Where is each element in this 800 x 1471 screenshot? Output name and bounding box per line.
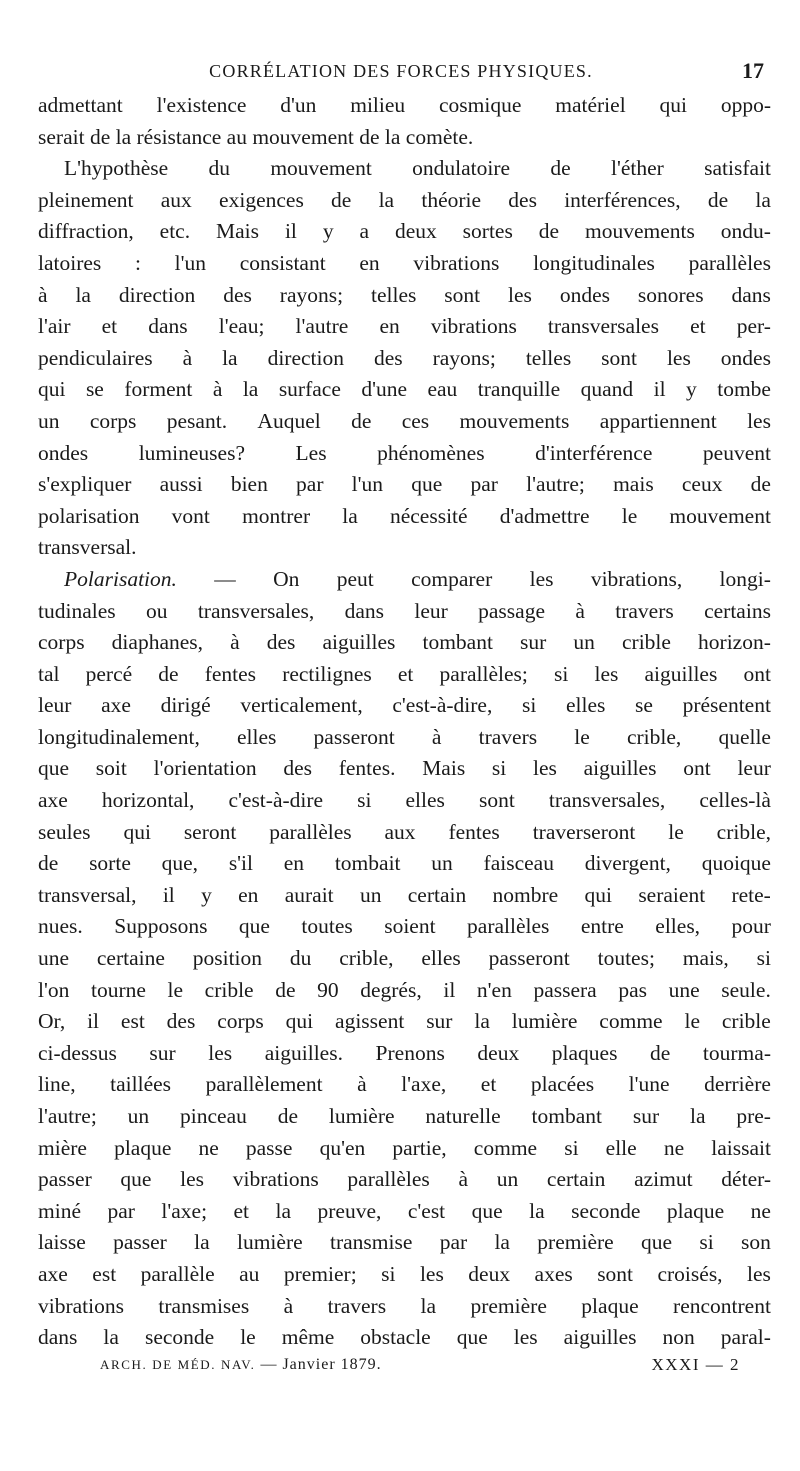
text-line: axe est parallèle au premier; si les deux axes sont croisés, les	[38, 1261, 771, 1286]
signature-mark: XXXI — 2	[651, 1355, 740, 1374]
text-line: l'autre; un pinceau de lumière naturelle tombant sur la pre-	[38, 1104, 771, 1128]
text-line: vibrations transmises à travers la première plaque rencontrent	[38, 1293, 771, 1318]
text-line: seules qui seront parallèles aux fentes traverseront le crible,	[38, 819, 771, 844]
text-line: une certaine position du crible, elles passeront toutes; mais, si	[38, 946, 771, 971]
running-head	[36, 56, 766, 86]
text-line: pendiculaires à la direction des rayons; telles sont les ondes	[38, 345, 771, 370]
text-line: dans la seconde le même obstacle que les aiguilles non paral-	[38, 1325, 771, 1350]
text-line: un corps pesant. Auquel de ces mouvements appartiennent les	[38, 408, 771, 433]
text-line: corps diaphanes, à des aiguilles tombant sur un crible horizon-	[38, 630, 771, 655]
text-line: de sorte que, s'il en tombait un faisceau divergent, quoique	[38, 851, 771, 876]
page-number: 17	[742, 58, 764, 83]
footer-dash: —	[260, 1356, 278, 1373]
text-line: ondes lumineuses? Les phénomènes d'interférence peuvent	[38, 440, 771, 465]
text-line: leur axe dirigé verticalement, c'est-à-dire, si elles se présentent	[38, 693, 771, 718]
text-line: Or, il est des corps qui agissent sur la lumière comme le crible	[38, 1009, 771, 1034]
footer-journal-citation	[100, 1352, 382, 1378]
text-line: nues. Supposons que toutes soient parallèles entre elles, pour	[38, 914, 771, 939]
text-line: s'expliquer aussi bien par l'un que par l'autre; mais ceux de	[38, 472, 771, 497]
italic-section-lead: Polarisation.	[64, 566, 177, 591]
text-line: axe horizontal, c'est-à-dire si elles sont transversales, celles-là	[38, 788, 771, 813]
text-line: qui se forment à la surface d'une eau tranquille quand il y tombe	[38, 377, 771, 402]
text-line: Polarisation. — On peut comparer les vibrations, longi-	[38, 564, 771, 596]
text-line: tudinales ou transversales, dans leur passage à travers certains	[38, 598, 771, 623]
text-line: serait de la résistance au mouvement de la comète.	[38, 124, 474, 149]
text-line: l'air et dans l'eau; l'autre en vibrations transversales et per-	[38, 314, 771, 339]
text-line: line, taillées parallèlement à l'axe, et placées l'une derrière	[38, 1072, 771, 1097]
text-line: miné par l'axe; et la preuve, c'est que la seconde plaque ne	[38, 1198, 771, 1223]
body-text	[38, 90, 771, 1354]
text-line: ci-dessus sur les aiguilles. Prenons deux plaques de tourma-	[38, 1040, 771, 1065]
running-title: CORRÉLATION DES FORCES PHYSIQUES.	[209, 61, 593, 81]
text-line: mière plaque ne passe qu'en partie, comme si elle ne laissait	[38, 1135, 771, 1160]
text-line: latoires : l'un consistant en vibrations longitudinales parallèles	[38, 250, 771, 275]
text-line: l'on tourne le crible de 90 degrés, il n'en passera pas une seule.	[38, 977, 771, 1002]
text-line: admettant l'existence d'un milieu cosmique matériel qui oppo-	[38, 93, 771, 117]
journal-abbreviation: ARCH. DE MÉD. NAV.	[100, 1357, 256, 1372]
text-line: longitudinalement, elles passeront à travers le crible, quelle	[38, 724, 771, 749]
text-line: transversal, il y en aurait un certain nombre qui seraient rete-	[38, 882, 771, 907]
text-line: L'hypothèse du mouvement ondulatoire de l'éther satisfait	[64, 156, 771, 181]
text-line: laisse passer la lumière transmise par la première que si son	[38, 1230, 771, 1255]
text-line: pleinement aux exigences de la théorie des interférences, de la	[38, 187, 771, 212]
page-footer	[100, 1352, 740, 1378]
text-line: transversal.	[38, 535, 137, 560]
text-line: diffraction, etc. Mais il y a deux sortes de mouvements ondu-	[38, 219, 771, 244]
issue-date: Janvier 1879.	[282, 1356, 382, 1373]
text-line: tal percé de fentes rectilignes et parallèles; si les aiguilles ont	[38, 661, 771, 686]
text-line: à la direction des rayons; telles sont les ondes sonores dans	[38, 282, 771, 307]
text-line: que soit l'orientation des fentes. Mais si les aiguilles ont leur	[38, 756, 771, 781]
text-line: passer que les vibrations parallèles à un certain azimut déter-	[38, 1167, 771, 1192]
text-line: polarisation vont montrer la nécessité d'admettre le mouvement	[38, 503, 771, 528]
